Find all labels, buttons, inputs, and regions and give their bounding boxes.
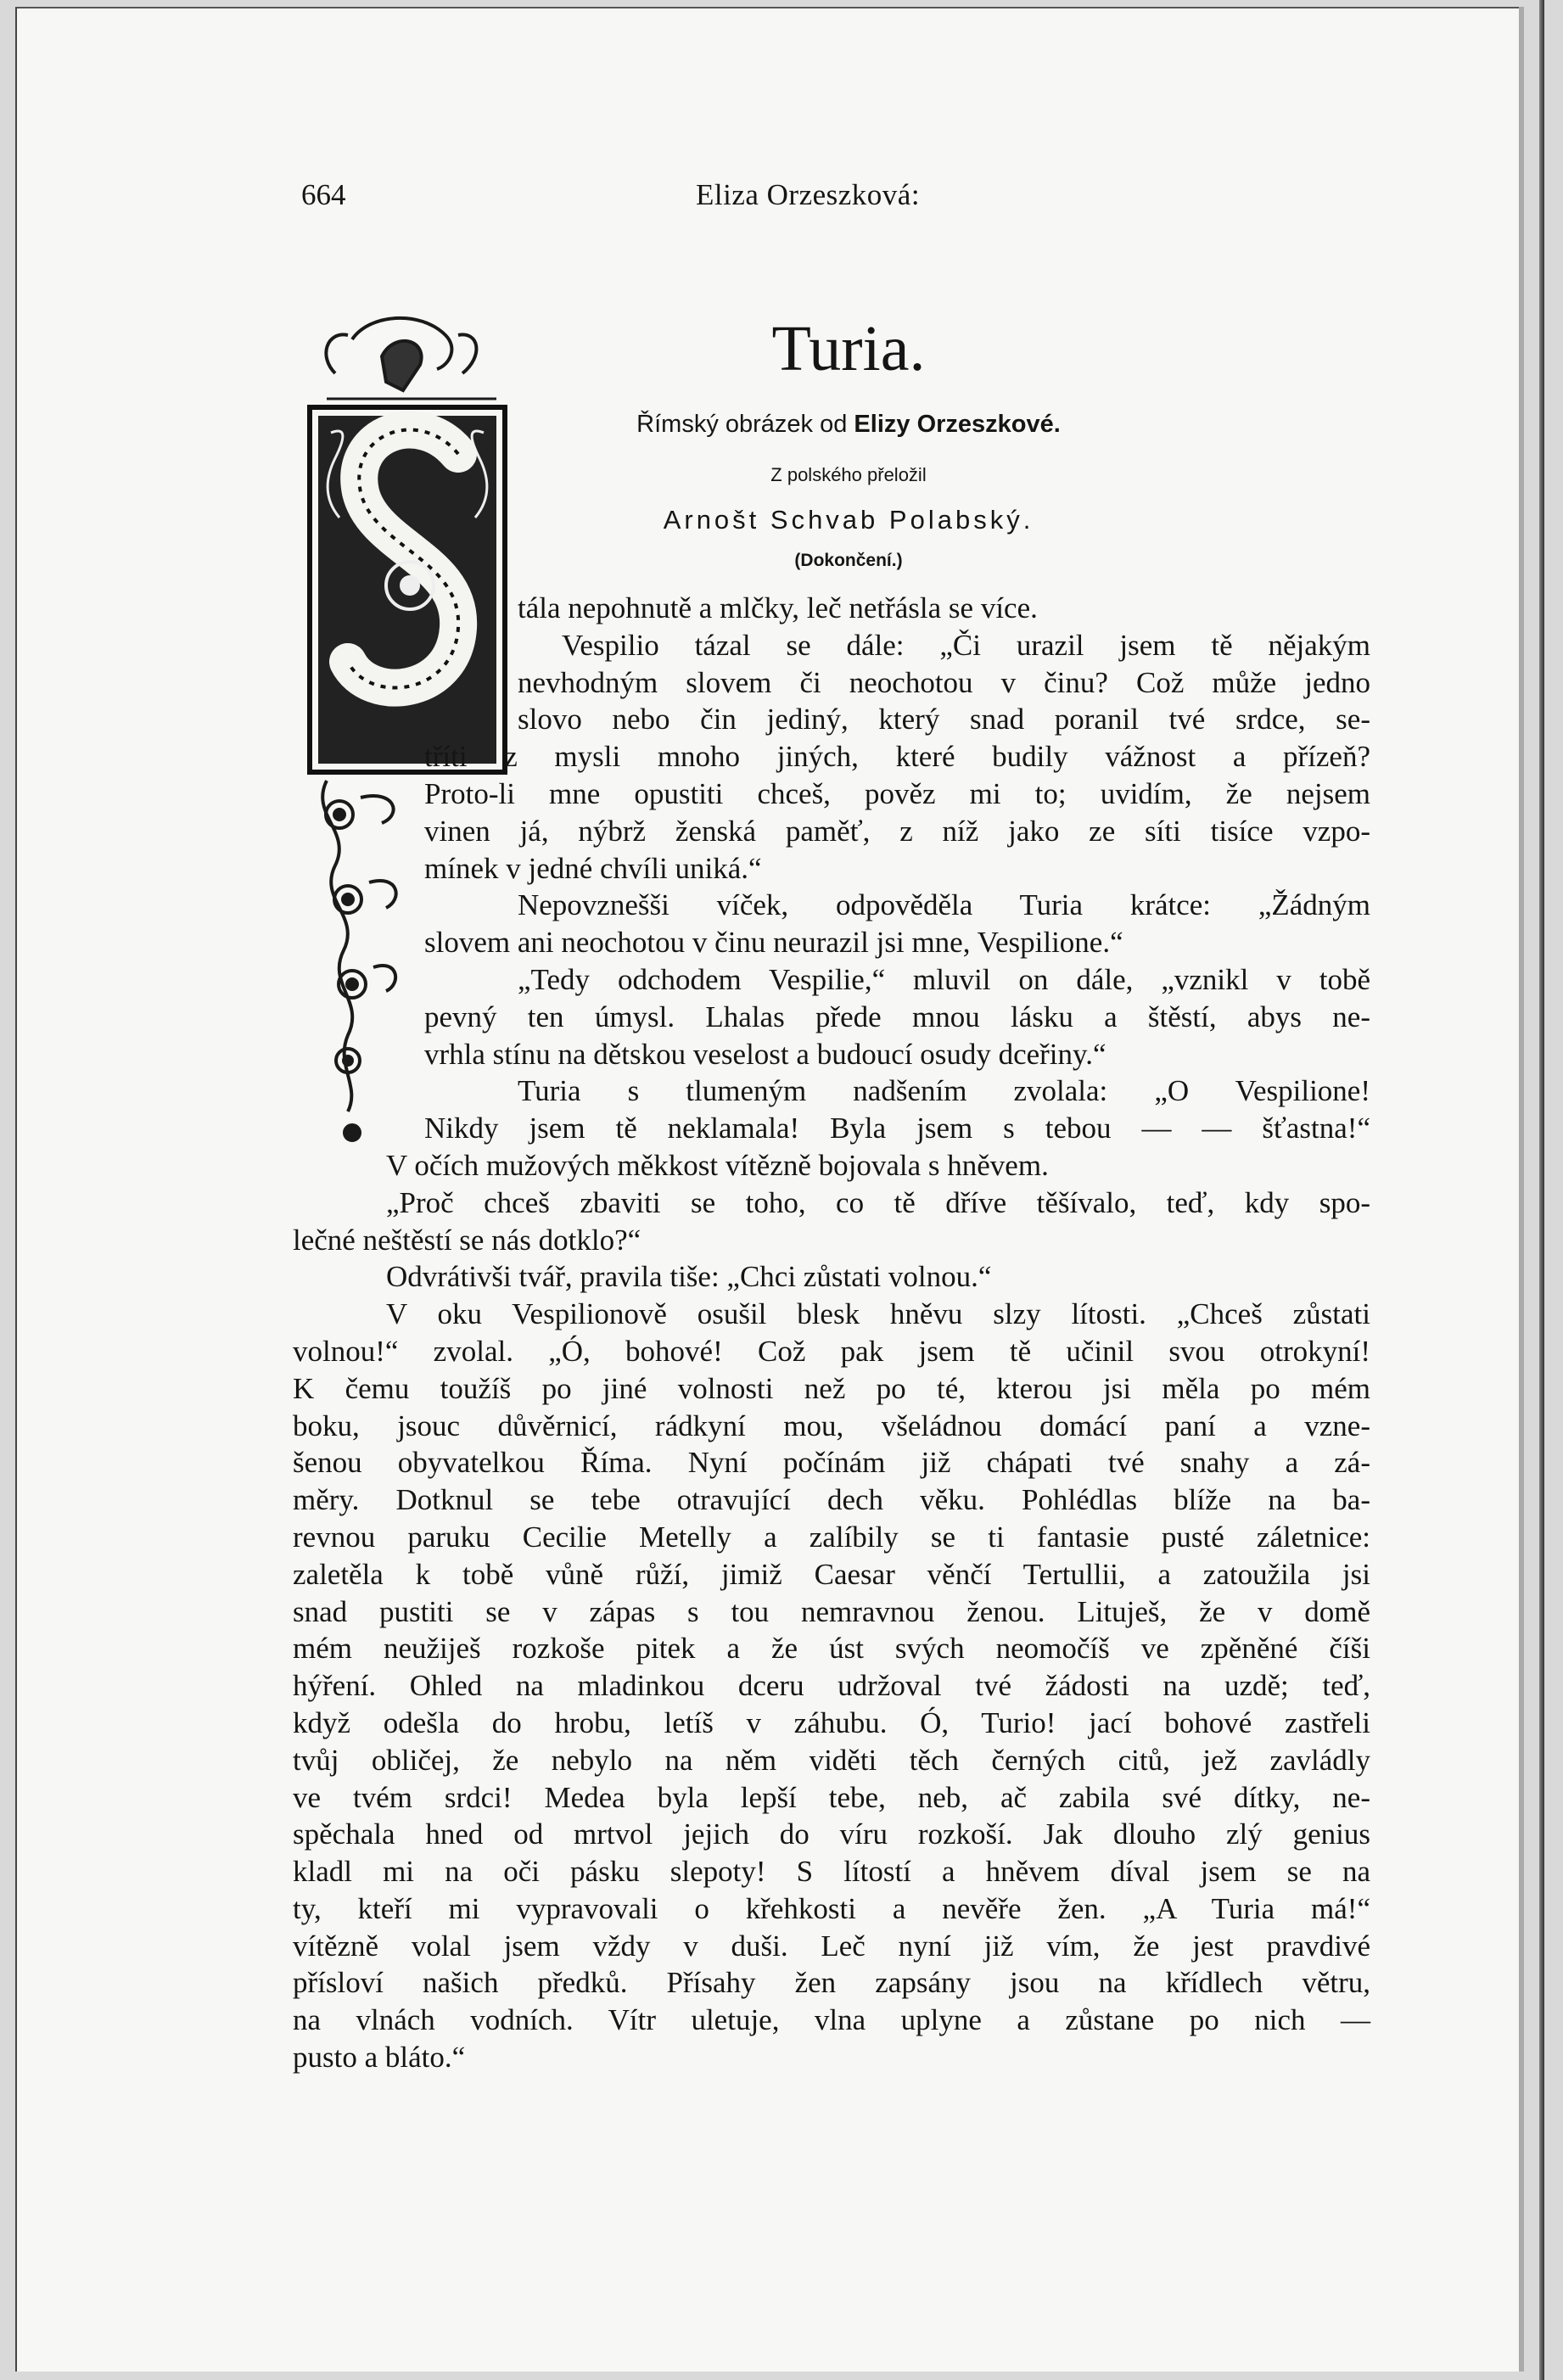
- text-line: „Proč chceš zbaviti se toho, co tě dříve těšívalo, teď, kdy spo-: [386, 1185, 1370, 1219]
- continued-note: (Dokončení.): [794, 550, 903, 570]
- text-line: Proto-li mne opustiti chceš, pověz mi to; uvidím, že nejsem: [424, 776, 1370, 810]
- text-line: Odvrátivši tvář, pravila tiše: „Chci zůstati volnou.“: [386, 1260, 992, 1294]
- text-line: kladl mi na oči pásku slepoty! S lítostí a hněvem díval jsem se na: [293, 1855, 1370, 1889]
- text-line: Nepovznešši víček, odpověděla Turia krátce: „Žádným: [518, 888, 1370, 922]
- text-line: ty, kteří mi vypravovali o křehkosti a nevěře žen. „A Turia má!“: [293, 1891, 1370, 1925]
- translator-intro: Z polského přeložil: [770, 463, 927, 485]
- text-line: boku, jsouc důvěrnicí, rádkyní mou, všeládnou domácí paní a vzne-: [293, 1408, 1370, 1442]
- text-line: hýření. Ohled na mladinkou dceru udržoval tvé žádosti na uzdě; teď,: [293, 1669, 1370, 1703]
- subtitle-author: Elizy Orzeszkové.: [854, 410, 1061, 438]
- text-line: K čemu toužíš po jiné volnosti než po té, kterou jsi měla po mém: [293, 1371, 1370, 1405]
- text-line: přísloví našich předků. Přísahy žen zapsány jsou na křídlech větru,: [293, 1966, 1370, 2000]
- text-line: na vlnách vodních. Vítr uletuje, vlna uplyne a zůstane po nich —: [293, 2003, 1370, 2037]
- text-line: revnou paruku Cecilie Metelly a zalíbily se ti fantasie pusté záletnice:: [293, 1520, 1370, 1554]
- text-line: ve tvém srdci! Medea byla lepší tebe, neb, ač zabila své dítky, ne-: [293, 1780, 1370, 1814]
- text-line: tála nepohnutě a mlčky, leč netřásla se více.: [518, 591, 1038, 624]
- running-head: [301, 178, 1370, 221]
- text-line: V očích mužových měkkost vítězně bojovala s hněvem.: [386, 1148, 1049, 1182]
- text-line: slovo nebo čin jediný, který snad poranil tvé srdce, se-: [518, 703, 1370, 736]
- text-line: Nikdy jsem tě neklamala! Byla jsem s tebou — — šťastna!“: [424, 1112, 1370, 1145]
- translator-name: Arnošt Schvab Polabský.: [663, 504, 1034, 535]
- text-line: tvůj obličej, že nebylo na něm viděti těch černých citů, jež zavládly: [293, 1743, 1370, 1777]
- text-line: V oku Vespilionově osušil blesk hněvu slzy lítosti. „Chceš zůstati: [386, 1297, 1370, 1331]
- text-line: nevhodným slovem či neochotou v činu? Což může jedno: [518, 665, 1370, 699]
- article-title: Turia.: [771, 313, 926, 384]
- text-line: šenou obyvatelkou Říma. Nyní počínám již chápati tvé snahy a zá-: [293, 1446, 1370, 1480]
- text-line: lečné neštěstí se nás dotklo?“: [293, 1223, 641, 1257]
- subtitle-prefix: Římský obrázek od: [636, 410, 854, 438]
- text-line: zaletěla k tobě vůně růží, jimiž Caesar věnčí Tertullii, a zatoužila jsi: [293, 1557, 1370, 1591]
- text-line: když odešla do hrobu, letíš v záhubu. Ó, Turio! jací bohové zastřeli: [293, 1705, 1370, 1739]
- page-number: 664: [301, 178, 346, 211]
- text-line: vítězně volal jsem vždy v duši. Leč nyní již vím, že jest pravdivé: [293, 1929, 1370, 1963]
- text-line: pusto a bláto.“: [293, 2041, 466, 2075]
- text-line: Vespilio tázal se dále: „Či urazil jsem tě nějakým: [562, 628, 1370, 662]
- text-line: tříti z mysli mnoho jiných, které budily vážnost a přízeň?: [424, 740, 1370, 774]
- text-line: vrhla stínu na dětskou veselost a budoucí osudy dceřiny.“: [424, 1037, 1106, 1071]
- text-line: měry. Dotknul se tebe otravující dech věku. Pohlédlas blíže na ba-: [293, 1483, 1370, 1517]
- page-edge: [1539, 0, 1544, 2380]
- text-line: „Tedy odchodem Vespilie,“ mluvil on dále, „vznikl v tobě: [518, 962, 1370, 996]
- text-line: snad pustiti se v zápas s tou nemravnou ženou. Lituješ, že v domě: [293, 1594, 1370, 1628]
- text-line: pevný ten úmysl. Lhalas přede mnou lásku a štěstí, abys ne-: [424, 1000, 1370, 1033]
- text-line: mém neužiješ rozkoše pitek a že úst svých neomočíš ve zpěněné číši: [293, 1632, 1370, 1666]
- body-text: [293, 590, 1370, 2076]
- text-line: volnou!“ zvolal. „Ó, bohové! Což pak jsem tě učinil svou otrokyní!: [293, 1334, 1370, 1368]
- article-subtitle: [509, 411, 1188, 439]
- running-head-author: Eliza Orzeszková:: [696, 178, 921, 211]
- text-line: vinen já, nýbrž ženská paměť, z níž jako ze síti tisíce vzpo-: [424, 814, 1370, 848]
- title-block: [509, 314, 1188, 571]
- text-line: Turia s tlumeným nadšením zvolala: „O Vespilione!: [518, 1074, 1370, 1108]
- text-line: spěchala hned od mrtvol jejich do víru rozkoší. Jak dlouho zlý genius: [293, 1817, 1370, 1851]
- text-line: slovem ani neochotou v činu neurazil jsi mne, Vespilione.“: [424, 926, 1123, 960]
- text-line: mínek v jedné chvíli uniká.“: [424, 851, 762, 885]
